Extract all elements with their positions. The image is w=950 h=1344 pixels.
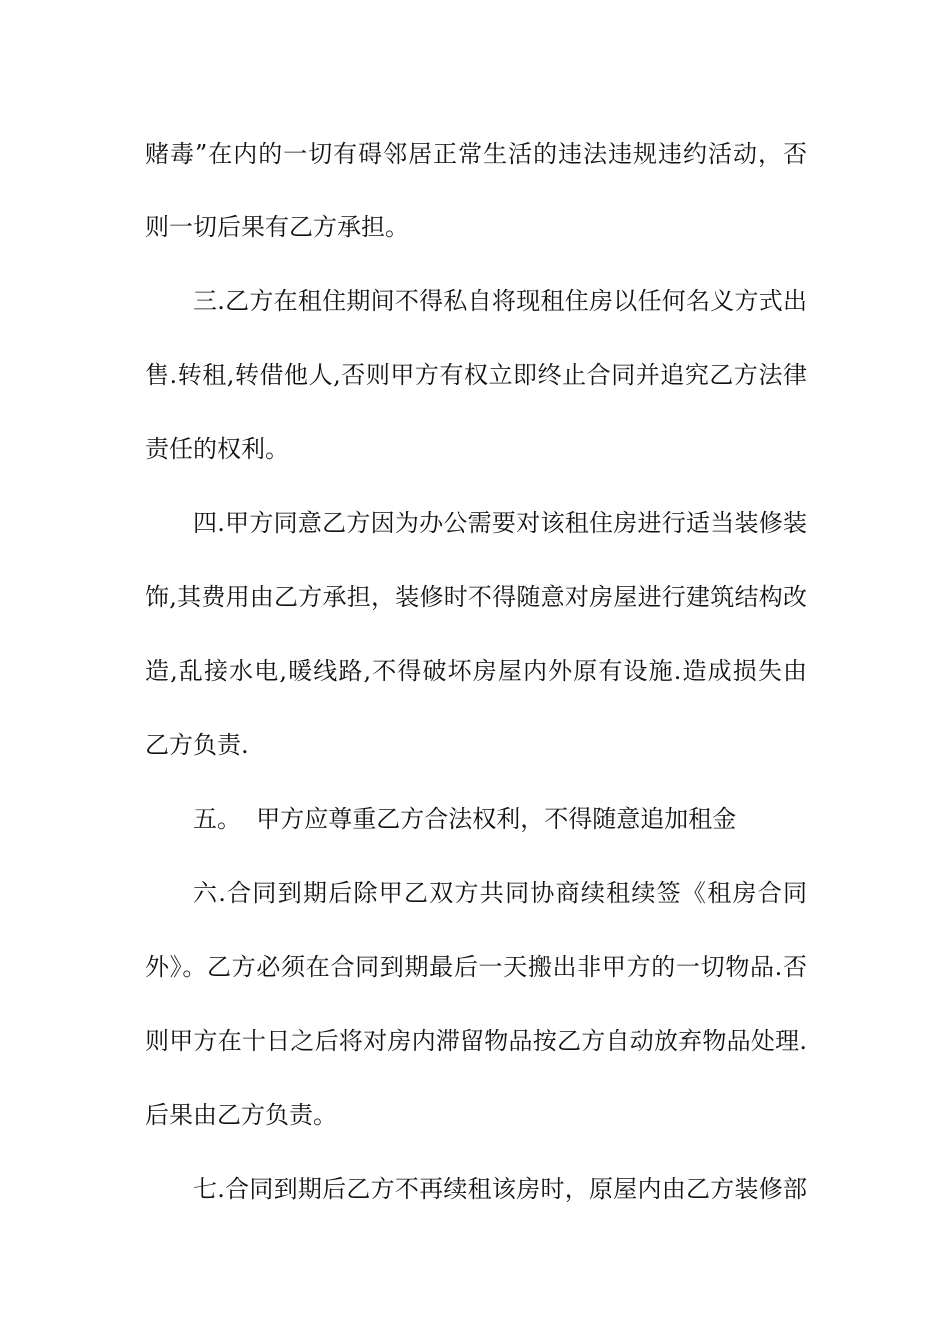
text-line: 造,乱接水电,暖线路,不得破坏房屋内外原有设施.造成损失由 <box>145 657 807 685</box>
text-line: 乙方负责. <box>145 731 249 759</box>
text-line: 售.转租,转借他人,否则甲方有权立即终止合同并追究乙方法律 <box>145 361 807 389</box>
clause-five-line: 五。 甲方应尊重乙方合法权利，不得随意追加租金 <box>193 805 737 833</box>
text-line: 饰,其费用由乙方承担，装修时不得随意对房屋进行建筑结构改 <box>145 583 807 611</box>
clause-three-line: 三.乙方在租住期间不得私自将现租住房以任何名义方式出 <box>193 287 807 315</box>
text-line: 责任的权利。 <box>145 435 289 463</box>
text-line: 则一切后果有乙方承担。 <box>145 213 409 241</box>
text-line: 则甲方在十日之后将对房内滞留物品按乙方自动放弃物品处理. <box>145 1027 807 1055</box>
clause-six-line: 六.合同到期后除甲乙双方共同协商续租续签《租房合同 <box>193 879 807 907</box>
text-line: 外》。乙方必须在合同到期最后一天搬出非甲方的一切物品.否 <box>145 953 807 981</box>
clause-four-line: 四.甲方同意乙方因为办公需要对该租住房进行适当装修装 <box>193 509 807 537</box>
clause-seven-line: 七.合同到期后乙方不再续租该房时，原屋内由乙方装修部 <box>193 1175 807 1203</box>
text-line: 后果由乙方负责。 <box>145 1101 337 1129</box>
text-line: 赌毒”在内的一切有碍邻居正常生活的违法违规违约活动，否 <box>145 140 807 168</box>
